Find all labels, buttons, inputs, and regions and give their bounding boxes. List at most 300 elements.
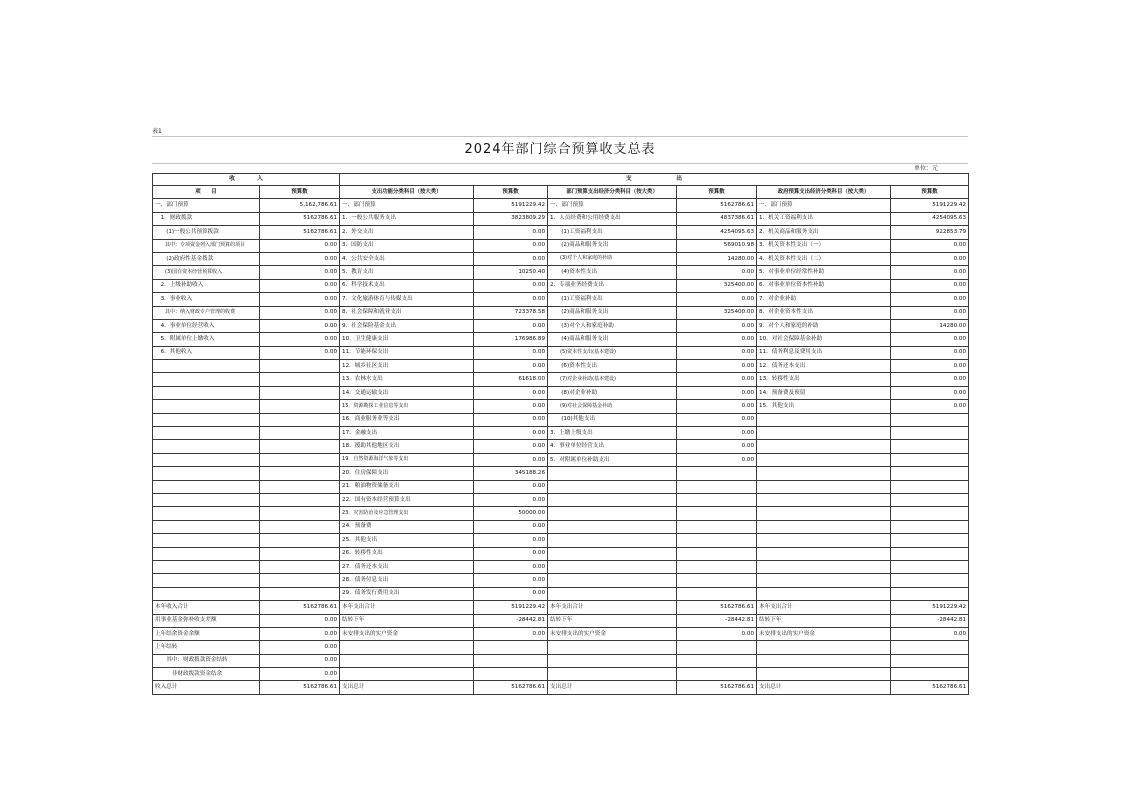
item-cell: 11．债务利息及费用支出: [757, 346, 891, 359]
item-cell: [153, 453, 260, 466]
item-cell: 10．对社会保障基金补助: [757, 333, 891, 346]
table-row: [153, 507, 969, 520]
amount-cell: [891, 440, 969, 453]
amount-cell: 325400.00: [677, 306, 757, 319]
amount-cell: 0.00: [677, 386, 757, 399]
item-cell: 19．自然资源海洋气象等支出: [340, 453, 474, 466]
item-cell: [153, 467, 260, 480]
amount-cell: [260, 360, 340, 373]
item-cell: [757, 587, 891, 600]
amount-cell: 0.00: [260, 627, 340, 640]
amount-cell: 0.00: [677, 333, 757, 346]
amount-cell: 0.00: [677, 346, 757, 359]
item-cell: [757, 493, 891, 506]
item-cell: 上年结转: [153, 641, 260, 654]
budget-table: [152, 173, 969, 695]
table-row: [153, 641, 969, 654]
item-cell: (8)对企业补助: [548, 386, 677, 399]
amount-cell: 0.00: [260, 306, 340, 319]
item-cell: [548, 641, 677, 654]
amount-cell: [260, 560, 340, 573]
table-row: [153, 614, 969, 627]
amount-cell: 0.00: [474, 627, 548, 640]
item-cell: 5．教育支出: [340, 266, 474, 279]
item-cell: 2．机关商品和服务支出: [757, 226, 891, 239]
item-cell: 一、部门预算: [153, 199, 260, 212]
budget-sheet: [152, 127, 968, 695]
item-cell: 8．对企业资本性支出: [757, 306, 891, 319]
amount-cell: 325400.00: [677, 279, 757, 292]
amount-cell: 723378.58: [474, 306, 548, 319]
item-cell: 用事业基金弥补收支差额: [153, 614, 260, 627]
amount-cell: 0.00: [891, 373, 969, 386]
amount-cell: 0.00: [474, 547, 548, 560]
item-cell: [757, 440, 891, 453]
amount-cell: 0.00: [474, 574, 548, 587]
item-cell: [548, 507, 677, 520]
amount-cell: [891, 654, 969, 667]
amount-cell: 0.00: [260, 266, 340, 279]
amount-cell: 5191229.42: [891, 601, 969, 614]
item-cell: 支出总计: [340, 681, 474, 694]
item-cell: [153, 427, 260, 440]
item-cell: [757, 547, 891, 560]
amount-cell: 0.00: [260, 668, 340, 681]
table-row: [153, 279, 969, 292]
item-cell: [548, 534, 677, 547]
amount-cell: 0.00: [891, 266, 969, 279]
amount-cell: 0.00: [677, 319, 757, 332]
item-cell: 10．卫生健康支出: [340, 333, 474, 346]
item-cell: 15．资源勘探工业信息等支出: [340, 400, 474, 413]
item-cell: [153, 520, 260, 533]
item-cell: (2)商品和服务支出: [548, 306, 677, 319]
amount-cell: [677, 560, 757, 573]
amount-cell: [260, 440, 340, 453]
amount-cell: 0.00: [474, 480, 548, 493]
table-row: [153, 293, 969, 306]
item-cell: [153, 534, 260, 547]
table-row: [153, 373, 969, 386]
amount-cell: [260, 520, 340, 533]
amount-cell: [891, 467, 969, 480]
item-cell: (3)国有资本经营预算收入: [153, 266, 260, 279]
amount-cell: 0.00: [677, 413, 757, 426]
amount-cell: [891, 641, 969, 654]
item-cell: 3．机关资本性支出（一）: [757, 239, 891, 252]
item-cell: [548, 520, 677, 533]
item-cell: 17．金融支出: [340, 427, 474, 440]
amount-cell: [260, 427, 340, 440]
amount-cell: 50000.00: [474, 507, 548, 520]
table-row: [153, 668, 969, 681]
item-cell: 6．其他收入: [153, 346, 260, 359]
amount-cell: 5162786.61: [677, 199, 757, 212]
item-cell: 20．住房保障支出: [340, 467, 474, 480]
amount-cell: [260, 453, 340, 466]
table-row: [153, 534, 969, 547]
item-cell: 5．对事业单位经常性补助: [757, 266, 891, 279]
amount-cell: 0.00: [677, 627, 757, 640]
amount-cell: 0.00: [260, 654, 340, 667]
item-cell: [548, 480, 677, 493]
amount-cell: 0.00: [891, 346, 969, 359]
col-header: 预算数: [260, 186, 340, 199]
amount-cell: 0.00: [474, 319, 548, 332]
amount-cell: 0.00: [891, 252, 969, 265]
amount-cell: 0.00: [891, 333, 969, 346]
amount-cell: 0.00: [474, 346, 548, 359]
amount-cell: [677, 493, 757, 506]
item-cell: 5．附属单位上缴收入: [153, 333, 260, 346]
item-cell: 7．文化旅游体育与传媒支出: [340, 293, 474, 306]
amount-cell: 0.00: [891, 306, 969, 319]
amount-cell: 0.00: [474, 413, 548, 426]
item-cell: 13．转移性支出: [757, 373, 891, 386]
item-cell: [757, 560, 891, 573]
item-cell: (2)政府性基金拨款: [153, 252, 260, 265]
amount-cell: 0.00: [474, 360, 548, 373]
amount-cell: [891, 480, 969, 493]
item-cell: [153, 587, 260, 600]
item-cell: [757, 427, 891, 440]
item-cell: [153, 574, 260, 587]
item-cell: 13．农林水支出: [340, 373, 474, 386]
item-cell: [548, 668, 677, 681]
col-header: 预算数: [474, 186, 548, 199]
item-cell: 2．外交支出: [340, 226, 474, 239]
item-cell: [153, 373, 260, 386]
item-cell: 4．事业单位经营收入: [153, 319, 260, 332]
amount-cell: -28442.81: [891, 614, 969, 627]
amount-cell: 0.00: [677, 373, 757, 386]
item-cell: 14．预备费及预留: [757, 386, 891, 399]
amount-cell: [891, 574, 969, 587]
amount-cell: 0.00: [677, 400, 757, 413]
amount-cell: 0.00: [260, 319, 340, 332]
table-row: [153, 212, 969, 225]
item-cell: 收入总计: [153, 681, 260, 694]
table-row: [153, 601, 969, 614]
amount-cell: [260, 507, 340, 520]
item-cell: (1)工资福利支出: [548, 293, 677, 306]
item-cell: [153, 440, 260, 453]
amount-cell: 0.00: [474, 520, 548, 533]
amount-cell: 0.00: [260, 279, 340, 292]
item-cell: [548, 493, 677, 506]
table-row: [153, 453, 969, 466]
item-cell: (5)资本性支出(基本建设): [548, 346, 677, 359]
amount-cell: [891, 534, 969, 547]
item-cell: 支出总计: [757, 681, 891, 694]
amount-cell: 0.00: [474, 493, 548, 506]
table-row: [153, 427, 969, 440]
amount-cell: 0.00: [474, 440, 548, 453]
amount-cell: [260, 587, 340, 600]
item-cell: (2)商品和服务支出: [548, 239, 677, 252]
item-cell: (4)资本性支出: [548, 266, 677, 279]
amount-cell: 0.00: [677, 453, 757, 466]
item-cell: 2．上级补助收入: [153, 279, 260, 292]
amount-cell: 0.00: [474, 386, 548, 399]
item-cell: 28．债务付息支出: [340, 574, 474, 587]
item-cell: [757, 574, 891, 587]
amount-cell: 569010.98: [677, 239, 757, 252]
amount-cell: 14280.00: [891, 319, 969, 332]
item-cell: 其中：财政拨款资金结转: [153, 654, 260, 667]
item-cell: (9)对社会保障基金补助: [548, 400, 677, 413]
item-cell: (10)其他支出: [548, 413, 677, 426]
item-cell: [757, 654, 891, 667]
item-cell: [340, 654, 474, 667]
col-header: 支出功能分类科目（按大类）: [340, 186, 474, 199]
item-cell: 12．债务还本支出: [757, 360, 891, 373]
amount-cell: 0.00: [677, 360, 757, 373]
item-cell: 本年支出合计: [548, 601, 677, 614]
table-row: [153, 400, 969, 413]
amount-cell: 0.00: [474, 534, 548, 547]
amount-cell: 0.00: [677, 440, 757, 453]
document-title: 2024年部门综合预算收支总表: [152, 136, 968, 164]
item-cell: 6．科学技术支出: [340, 279, 474, 292]
item-cell: 未安排支出的实户资金: [340, 627, 474, 640]
amount-cell: [891, 587, 969, 600]
item-cell: 非财政拨款资金结余: [153, 668, 260, 681]
item-cell: [340, 641, 474, 654]
amount-cell: [677, 467, 757, 480]
amount-cell: [677, 668, 757, 681]
item-cell: [340, 668, 474, 681]
amount-cell: 4837386.61: [677, 212, 757, 225]
table-row: [153, 239, 969, 252]
table-row: [153, 333, 969, 346]
item-cell: 2．专项业务经费支出: [548, 279, 677, 292]
amount-cell: [891, 668, 969, 681]
item-cell: 4．事业单位经营支出: [548, 440, 677, 453]
amount-cell: 0.00: [677, 266, 757, 279]
item-cell: [153, 480, 260, 493]
item-cell: (3)对个人和家庭的补助: [548, 252, 677, 265]
item-cell: [548, 654, 677, 667]
item-cell: 5．对附属单位补助支出: [548, 453, 677, 466]
item-cell: (7)对企业补助(基本建设): [548, 373, 677, 386]
item-cell: [757, 507, 891, 520]
item-cell: 一、部门预算: [548, 199, 677, 212]
amount-cell: [260, 480, 340, 493]
amount-cell: [677, 534, 757, 547]
amount-cell: 0.00: [891, 400, 969, 413]
table-row: [153, 306, 969, 319]
table-row: [153, 493, 969, 506]
table-row: [153, 413, 969, 426]
table-row: [153, 520, 969, 533]
amount-cell: 10250.40: [474, 266, 548, 279]
amount-cell: 4254095.63: [677, 226, 757, 239]
item-cell: (1)一般公共预算拨款: [153, 226, 260, 239]
amount-cell: -28442.81: [677, 614, 757, 627]
amount-cell: [891, 560, 969, 573]
table-row: [153, 360, 969, 373]
amount-cell: 5162786.61: [260, 226, 340, 239]
amount-cell: 0.00: [677, 427, 757, 440]
item-cell: [757, 641, 891, 654]
item-cell: 8．社会保障和就业支出: [340, 306, 474, 319]
table-row: [153, 681, 969, 694]
col-header: 项 目: [153, 186, 260, 199]
item-cell: 23．灾害防治及应急管理支出: [340, 507, 474, 520]
amount-cell: [677, 480, 757, 493]
table-row: [153, 266, 969, 279]
amount-cell: [677, 587, 757, 600]
item-cell: 25．其他支出: [340, 534, 474, 547]
income-header: 收 入: [153, 174, 340, 186]
item-cell: 结转下年: [548, 614, 677, 627]
item-cell: [153, 400, 260, 413]
table-tag: 表1: [152, 128, 162, 135]
item-cell: 11．节能环保支出: [340, 346, 474, 359]
item-cell: 24．预备费: [340, 520, 474, 533]
amount-cell: [260, 467, 340, 480]
amount-cell: 5162786.61: [260, 212, 340, 225]
table-row: [153, 252, 969, 265]
amount-cell: [474, 654, 548, 667]
amount-cell: 3823809.29: [474, 212, 548, 225]
item-cell: 27．债务还本支出: [340, 560, 474, 573]
item-cell: 16．商业服务业等支出: [340, 413, 474, 426]
table-row: [153, 587, 969, 600]
amount-cell: [891, 493, 969, 506]
amount-cell: 0.00: [891, 279, 969, 292]
amount-cell: [891, 427, 969, 440]
amount-cell: 0.00: [474, 587, 548, 600]
table-row: [153, 480, 969, 493]
item-cell: (4)商品和服务支出: [548, 333, 677, 346]
table-row: [153, 547, 969, 560]
item-cell: 9．对个人和家庭的补助: [757, 319, 891, 332]
amount-cell: 0.00: [474, 427, 548, 440]
item-cell: [757, 453, 891, 466]
column-header-row: [153, 186, 969, 199]
amount-cell: [677, 547, 757, 560]
item-cell: 1．人员经费和公用经费支出: [548, 212, 677, 225]
item-cell: 14．交通运输支出: [340, 386, 474, 399]
amount-cell: 345188.26: [474, 467, 548, 480]
item-cell: 18．援助其他地区支出: [340, 440, 474, 453]
amount-cell: [260, 413, 340, 426]
item-cell: 21．粮油物资储备支出: [340, 480, 474, 493]
amount-cell: 14280.00: [677, 252, 757, 265]
item-cell: [757, 413, 891, 426]
item-cell: 支出总计: [548, 681, 677, 694]
item-cell: [153, 547, 260, 560]
amount-cell: 0.00: [474, 560, 548, 573]
amount-cell: 0.00: [260, 252, 340, 265]
amount-cell: 5162786.61: [677, 601, 757, 614]
amount-cell: [260, 386, 340, 399]
amount-cell: 5,162,786.61: [260, 199, 340, 212]
item-cell: 本年支出合计: [757, 601, 891, 614]
amount-cell: 0.00: [260, 614, 340, 627]
amount-cell: 5162786.61: [474, 681, 548, 694]
amount-cell: 0.00: [474, 293, 548, 306]
amount-cell: 0.00: [474, 453, 548, 466]
item-cell: [153, 493, 260, 506]
amount-cell: [677, 641, 757, 654]
item-cell: 结转下年: [340, 614, 474, 627]
amount-cell: [474, 668, 548, 681]
item-cell: (3)对个人和家庭补助: [548, 319, 677, 332]
amount-cell: 922853.79: [891, 226, 969, 239]
table-row: [153, 319, 969, 332]
amount-cell: 0.00: [891, 293, 969, 306]
table-row: [153, 654, 969, 667]
amount-cell: [260, 574, 340, 587]
unit-label: 单位：元: [913, 165, 938, 172]
item-cell: 一、部门预算: [340, 199, 474, 212]
amount-cell: 0.00: [891, 239, 969, 252]
amount-cell: 0.00: [474, 239, 548, 252]
amount-cell: [891, 453, 969, 466]
amount-cell: 5191229.42: [891, 199, 969, 212]
table-row: [153, 627, 969, 640]
amount-cell: [260, 493, 340, 506]
item-cell: [548, 467, 677, 480]
item-cell: 一、部门预算: [757, 199, 891, 212]
table-row: [153, 346, 969, 359]
table-row: [153, 560, 969, 573]
amount-cell: 5162786.61: [260, 601, 340, 614]
item-cell: [153, 560, 260, 573]
item-cell: 未安排支出的实户资金: [757, 627, 891, 640]
col-header: 政府预算支出经济分类科目（按大类）: [757, 186, 891, 199]
item-cell: 3．国防支出: [340, 239, 474, 252]
item-cell: [548, 587, 677, 600]
item-cell: [153, 360, 260, 373]
amount-cell: 4254095.63: [891, 212, 969, 225]
item-cell: 上年结余资金余额: [153, 627, 260, 640]
item-cell: 1．财政拨款: [153, 212, 260, 225]
amount-cell: 0.00: [891, 360, 969, 373]
item-cell: [757, 668, 891, 681]
amount-cell: 0.00: [260, 346, 340, 359]
item-cell: 29．债务发行费用支出: [340, 587, 474, 600]
amount-cell: 0.00: [260, 293, 340, 306]
item-cell: [757, 534, 891, 547]
amount-cell: 0.00: [474, 400, 548, 413]
item-cell: 9．社会保险基金支出: [340, 319, 474, 332]
item-cell: 1．机关工资福利支出: [757, 212, 891, 225]
item-cell: 未安排支出的实户资金: [548, 627, 677, 640]
table-row: [153, 226, 969, 239]
amount-cell: 0.00: [891, 386, 969, 399]
amount-cell: 0.00: [260, 333, 340, 346]
item-cell: [548, 547, 677, 560]
item-cell: 3．上缴上级支出: [548, 427, 677, 440]
table-row: [153, 440, 969, 453]
amount-cell: 0.00: [260, 239, 340, 252]
amount-cell: 61618.00: [474, 373, 548, 386]
item-cell: [548, 560, 677, 573]
amount-cell: 0.00: [677, 293, 757, 306]
item-cell: 26．转移性支出: [340, 547, 474, 560]
amount-cell: 0.00: [260, 641, 340, 654]
amount-cell: -28442.81: [474, 614, 548, 627]
item-cell: (1)工资福利支出: [548, 226, 677, 239]
item-cell: [757, 467, 891, 480]
item-cell: [757, 520, 891, 533]
col-header: 预算数: [891, 186, 969, 199]
item-cell: [757, 480, 891, 493]
